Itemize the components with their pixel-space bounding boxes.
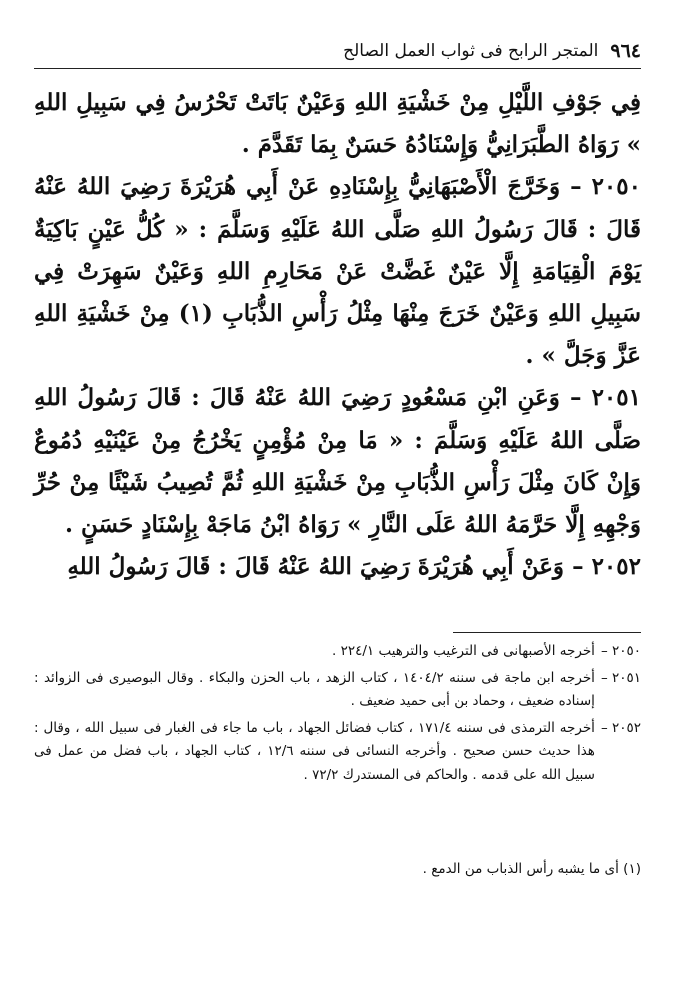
hadith-paragraph-continuation (34, 82, 641, 166)
hadith-paragraph-2051 (34, 377, 641, 546)
running-title: المتجر الرابح فى ثواب العمل الصالح (343, 41, 599, 61)
footnote-text: أخرجه الترمذى فى سننه ١٧١/٤ ، كتاب فضائل الجهاد ، باب ما جاء فى الغبار فى سبيل الله ، وقال : هذا حديث حسن صحيح . وأخرجه النسائى فى سننه ١٢/٦ ، كتاب الجهاد ، باب فضل من عمل فى سبيل الله على قدمه . والحاكم فى المستدرك ٧٢/٢ . (34, 719, 595, 783)
footnotes (34, 640, 641, 790)
paragraph-text: وَعَنِ ابْنِ مَسْعُودٍ رَضِيَ اللهُ عَنْهُ قَالَ : قَالَ رَسُولُ اللهِ صَلَّى اللهُ عَلَيْهِ وَسَلَّمَ : « مَا مِنْ مُؤْمِنٍ يَخْرُجُ مِنْ عَيْنَيْهِ دُمُوعٌ وَإِنْ كَانَ مِثْلَ رَأْسِ الذُّبَابِ مِنْ خَشْيَةِ اللهِ ثُمَّ تُصِيبُ شَيْئًا مِنْ حُرِّ وَجْهِهِ إِلَّا حَرَّمَهُ اللهُ عَلَى النَّارِ » رَوَاهُ ابْنُ مَاجَهْ بِإِسْنَادٍ حَسَنٍ . (34, 384, 641, 539)
footnote-number: ٢٠٥٠ – (600, 643, 641, 659)
paragraph-text: وَعَنْ أَبِي هُرَيْرَةَ رَضِيَ اللهُ عَنْهُ قَالَ : قَالَ رَسُولُ اللهِ (67, 553, 565, 581)
hadith-number: ٢٠٥١ – (569, 384, 641, 412)
footnote-number: ٢٠٥٢ – (600, 719, 641, 736)
paragraph-text: وَخَرَّجَ الْأَصْبَهَانِيُّ بِإِسْنَادِهِ عَنْ أَبِي هُرَيْرَةَ رَضِيَ اللهُ عَنْهُ قَالَ : قَالَ رَسُولُ اللهِ صَلَّى اللهُ عَلَيْهِ وَسَلَّمَ : « كُلُّ عَيْنٍ بَاكِيَةٌ يَوْمَ الْقِيَامَةِ إِلَّا عَيْنٌ غَضَّتْ عَنْ مَحَارِمِ اللهِ وَعَيْنٌ سَهِرَتْ فِي سَبِيلِ اللهِ وَعَيْنٌ خَرَجَ مِنْهَا مِثْلُ رَأْسِ الذُّبَابِ (١) مِنْ خَشْيَةِ اللهِ عَزَّ وَجَلَّ » . (34, 173, 641, 370)
footnote-number: ٢٠٥١ – (600, 669, 641, 686)
hadith-paragraph-2052 (34, 546, 641, 588)
gloss-note (34, 858, 641, 880)
paragraph-text: فِي جَوْفِ اللَّيْلِ مِنْ خَشْيَةِ اللهِ وَعَيْنٌ بَاتَتْ تَحْرُسُ فِي سَبِيلِ اللهِ » رَوَاهُ الطَّبَرَانِيُّ وَإِسْنَادُهُ حَسَنٌ بِمَا تَقَدَّمَ . (34, 89, 641, 159)
footnote-text: أخرجه الأصبهانى فى الترغيب والترهيب ٢٢٤/١ . (332, 643, 595, 659)
footnote-rule (453, 632, 641, 633)
main-text (34, 82, 641, 588)
footnote-2052 (34, 717, 641, 788)
hadith-number: ٢٠٥٢ – (572, 553, 641, 581)
footnote-text: أخرجه ابن ماجة فى سننه ١٤٠٤/٢ ، كتاب الزهد ، باب الحزن والبكاء . وقال البوصيرى فى الزوائد : إسناده ضعيف ، وحماد بن أبى حميد ضعيف . (34, 669, 595, 709)
footnote-2051 (34, 667, 641, 714)
hadith-paragraph-2050 (34, 166, 641, 377)
hadith-number: ٢٠٥٠ – (570, 173, 641, 201)
page-header (34, 36, 641, 66)
page-number: ٩٦٤ (610, 40, 641, 62)
gloss-marker: (١) (623, 861, 641, 877)
gloss-text: أى ما يشبه رأس الذباب من الدمع . (422, 861, 619, 877)
header-rule (34, 68, 641, 69)
footnote-2050 (34, 640, 641, 664)
